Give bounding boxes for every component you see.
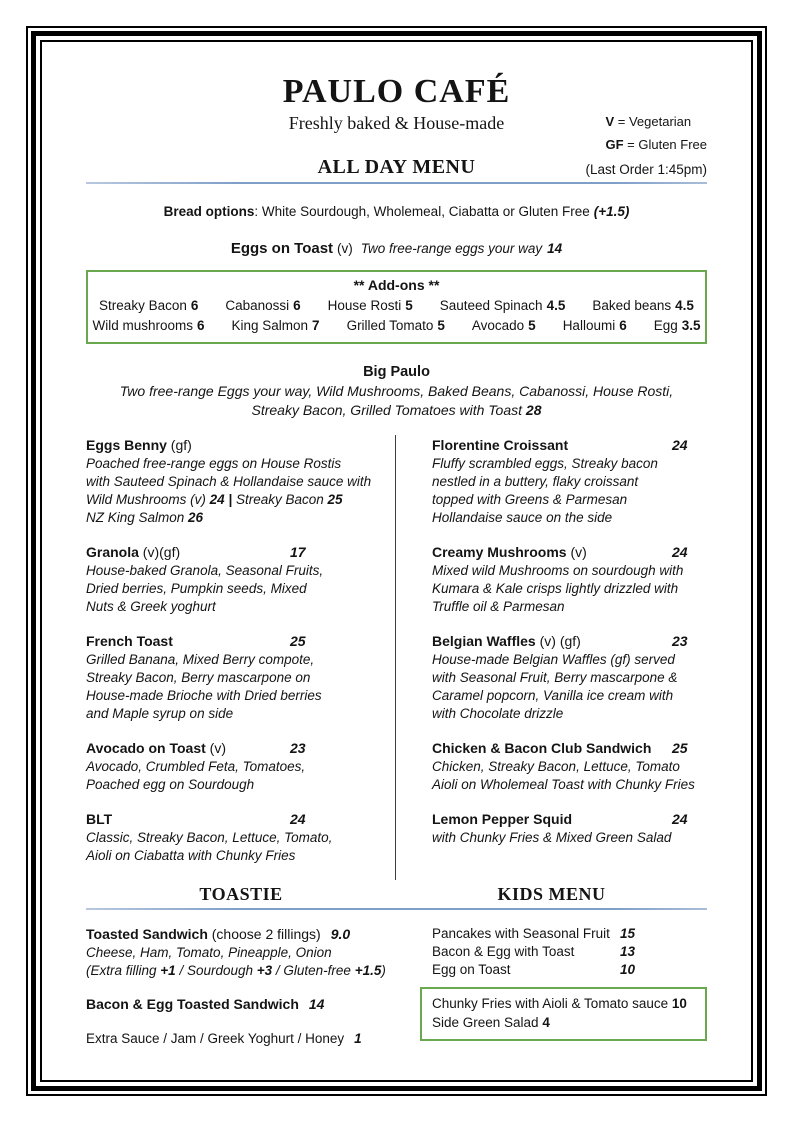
diet-legend-line: V = Vegetarian (605, 114, 692, 129)
addon-item (347, 318, 445, 333)
extras-line (86, 1031, 432, 1046)
menu-item-description-line: Mixed wild Mushrooms on sourdough with (432, 563, 684, 578)
eggs-on-toast-tag: (v) (337, 241, 353, 256)
menu-item-tag: (v)(gf) (138, 544, 181, 560)
addon-item (99, 298, 198, 313)
cafe-title: PAULO CAFÉ (282, 73, 511, 110)
menu-item-description-line: Truffle oil & Parmesan (432, 599, 565, 614)
menu-item-tag: (v) (205, 740, 227, 756)
menu-item-price: 25 (672, 740, 688, 756)
menu-item-description-line: and Maple syrup on side (86, 706, 234, 721)
kids-item-price: 13 (620, 944, 636, 959)
addon-item (328, 298, 413, 313)
menu-item-description-line: Poached egg on Sourdough (86, 777, 255, 792)
addon-item (563, 318, 627, 333)
addon-item (225, 298, 300, 313)
addon-name: Grilled Tomato (346, 318, 434, 333)
header-divider-rule (86, 182, 707, 184)
menu-item-description-line: nestled in a buttery, flaky croissant (432, 474, 639, 489)
menu-item (86, 435, 395, 527)
kids-item-price: 10 (620, 962, 636, 977)
menu-item (432, 542, 707, 616)
toasted-sandwich-price: 9.0 (330, 926, 351, 942)
addons-title: ** Add-ons ** (353, 277, 440, 293)
menu-column-right (396, 435, 707, 880)
bottom-section-headings (86, 884, 707, 905)
bottom-columns (86, 925, 707, 1046)
bottom-divider-rule (86, 908, 707, 910)
menu-item-header (432, 435, 707, 455)
big-paulo-description-line: Streaky Bacon, Grilled Tomatoes with Toast 28 (251, 402, 542, 418)
menu-item-name: Chicken & Bacon Club Sandwich (432, 740, 652, 756)
menu-item-header (432, 809, 707, 829)
menu-item-header (86, 738, 395, 758)
toastie-column (86, 925, 432, 1046)
menu-item-description-line: topped with Greens & Parmesan (432, 492, 628, 507)
menu-item-tag: (gf) (166, 437, 192, 453)
addon-price: 5 (437, 318, 445, 333)
bacon-egg-toasted-sandwich-name: Bacon & Egg Toasted Sandwich (86, 996, 299, 1012)
kids-menu-row (432, 925, 707, 943)
addon-price: 6 (196, 318, 205, 333)
menu-item-name: Granola (86, 544, 139, 560)
menu-item-header (432, 738, 707, 758)
bread-options-line (86, 204, 707, 219)
menu-item-description-line: with Seasonal Fruit, Berry mascarpone & (432, 670, 678, 685)
toasted-sandwich-name: Toasted Sandwich (86, 926, 208, 942)
extras-text: Extra Sauce / Jam / Greek Yoghurt / Honey (86, 1031, 345, 1046)
menu-columns (86, 435, 707, 880)
menu-item (432, 631, 707, 723)
menu-item-description-line: Dried berries, Pumpkin seeds, Mixed (86, 581, 307, 596)
page-frame-outer (26, 26, 767, 1096)
menu-item-name: Belgian Waffles (432, 633, 536, 649)
menu-item-description-line: with Sauteed Spinach & Hollandaise sauce with (86, 474, 372, 489)
menu-item-header (86, 542, 395, 562)
menu-item-description-line: Kumara & Kale crisps lightly drizzled with (432, 581, 679, 596)
menu-item (432, 809, 707, 847)
addon-price: 6 (190, 298, 199, 313)
menu-item-description-line: Hollandaise sauce on the side (432, 510, 613, 525)
menu-column-left (86, 435, 395, 880)
addon-name: Sauteed Spinach (439, 298, 543, 313)
diet-legend-line: GF = Gluten Free (605, 137, 707, 152)
menu-item (432, 738, 707, 794)
addon-price: 7 (312, 318, 320, 333)
kids-item-name: Pancakes with Seasonal Fruit (432, 926, 610, 941)
menu-item-header (432, 542, 707, 562)
big-paulo-item (86, 364, 707, 420)
menu-item-name: Avocado on Toast (86, 740, 206, 756)
addon-price: 4.5 (675, 298, 694, 313)
menu-item-name: French Toast (86, 633, 173, 649)
addon-name: Cabanossi (225, 298, 290, 313)
menu-item-header (86, 631, 395, 651)
menu-item-price: 24 (672, 544, 688, 560)
menu-item-description-line: Nuts & Greek yoghurt (86, 599, 216, 614)
menu-item-description-line: Aioli on Wholemeal Toast with Chunky Fries (432, 777, 695, 792)
kids-menu-column (432, 925, 707, 1046)
menu-item-description-line: Avocado, Crumbled Feta, Tomatoes, (86, 759, 306, 774)
all-day-menu-row (86, 156, 707, 179)
addon-price: 4.5 (546, 298, 566, 313)
addon-name: Egg (653, 318, 678, 333)
kids-sides-line: Chunky Fries with Aioli & Tomato sauce 10 (432, 996, 687, 1011)
toastie-heading: TOASTIE (199, 884, 283, 904)
addon-name: House Rosti (327, 298, 402, 313)
bacon-egg-toasted-sandwich-price: 14 (308, 996, 325, 1012)
eggs-on-toast-name: Eggs on Toast (230, 240, 334, 257)
menu-item-description-line: Caramel popcorn, Vanilla ice cream with (432, 688, 674, 703)
menu-item-header (86, 809, 395, 829)
all-day-menu-title: ALL DAY MENU (317, 156, 476, 178)
menu-item-description-line: with Chocolate drizzle (432, 706, 564, 721)
addon-name: Halloumi (562, 318, 616, 333)
menu-item-header (432, 631, 707, 651)
menu-item-price: 24 (290, 811, 306, 827)
menu-item-name: Creamy Mushrooms (432, 544, 567, 560)
kids-menu-row (432, 961, 707, 979)
bread-options-surcharge: (+1.5) (593, 204, 630, 219)
menu-item-name: Lemon Pepper Squid (432, 811, 573, 827)
diet-legend (605, 110, 707, 156)
addon-name: King Salmon (231, 318, 309, 333)
toasted-sandwich-description-line: Cheese, Ham, Tomato, Pineapple, Onion (86, 945, 332, 960)
menu-item-description-line: NZ King Salmon 26 (86, 510, 204, 525)
big-paulo-description-line: Two free-range Eggs your way, Wild Mushrooms, Baked Beans, Cabanossi, House Rosti, (119, 383, 674, 399)
menu-item-tag: (v) (gf) (535, 633, 581, 649)
addon-item (440, 298, 566, 313)
kids-item-price: 15 (620, 926, 636, 941)
kids-sides-line: Side Green Salad 4 (432, 1015, 550, 1030)
menu-item-description-line: House-baked Granola, Seasonal Fruits, (86, 563, 324, 578)
cafe-subtitle: Freshly baked & House-made (288, 113, 505, 133)
menu-item-description-line: Wild Mushrooms (v) 24 | Streaky Bacon 25 (86, 492, 343, 507)
addon-item (654, 318, 701, 333)
menu-item (432, 435, 707, 527)
page-frame-inner (40, 40, 753, 1082)
last-order-note: (Last Order 1:45pm) (585, 162, 707, 177)
addon-name: Baked beans (592, 298, 672, 313)
bread-options-label: Bread options (163, 204, 255, 219)
addon-price: 6 (293, 298, 301, 313)
toasted-sandwich-header (86, 925, 432, 944)
eggs-on-toast-price: 14 (547, 241, 563, 256)
addon-item (472, 318, 536, 333)
kids-menu-heading: KIDS MENU (497, 884, 606, 904)
menu-item-description-line: Classic, Streaky Bacon, Lettuce, Tomato, (86, 830, 333, 845)
kids-sides-box (420, 987, 707, 1041)
kids-menu-row (432, 943, 707, 961)
menu-item-description-line: House-made Belgian Waffles (gf) served (432, 652, 675, 667)
extras-price: 1 (354, 1031, 362, 1046)
menu-header (86, 54, 707, 184)
addon-price: 5 (528, 318, 536, 333)
menu-item-description-line: Poached free-range eggs on House Rostis (86, 456, 342, 471)
page-frame-middle (31, 31, 762, 1091)
bacon-egg-toasted-sandwich (86, 996, 432, 1012)
menu-item-tag: (v) (566, 544, 587, 560)
addon-item (92, 318, 204, 333)
bread-options-text: : White Sourdough, Wholemeal, Ciabatta or Gluten Free (254, 204, 590, 219)
menu-item (86, 738, 395, 794)
big-paulo-name: Big Paulo (363, 364, 430, 380)
menu-item-description-line: Grilled Banana, Mixed Berry compote, (86, 652, 315, 667)
menu-item (86, 631, 395, 723)
addons-row (96, 298, 697, 313)
addon-name: Streaky Bacon (99, 298, 187, 313)
menu-item-price: 23 (672, 633, 688, 649)
addon-price: 5 (405, 298, 413, 313)
addon-item (232, 318, 320, 333)
menu-item-price: 23 (290, 740, 306, 756)
addon-price: 3.5 (681, 318, 701, 333)
menu-item-name: Eggs Benny (86, 437, 167, 453)
menu-item-description-line: Chicken, Streaky Bacon, Lettuce, Tomato (432, 759, 680, 774)
menu-item (86, 809, 395, 865)
menu-item-description-line: Aioli on Ciabatta with Chunky Fries (86, 848, 296, 863)
menu-item-description-line: Fluffy scrambled eggs, Streaky bacon (432, 456, 658, 471)
toasted-sandwich-note: (choose 2 fillings) (207, 926, 321, 942)
toasted-sandwich-description-line: (Extra filling +1 / Sourdough +3 / Gluten-free +1.5) (86, 963, 386, 978)
menu-item-description-line: House-made Brioche with Dried berries (86, 688, 322, 703)
menu-item-price: 25 (290, 633, 306, 649)
menu-item (86, 542, 395, 616)
menu-item-price: 17 (290, 544, 306, 560)
menu-item-name: BLT (86, 811, 113, 827)
eggs-on-toast-line (86, 240, 707, 257)
menu-item-price: 24 (672, 811, 688, 827)
addon-name: Wild mushrooms (92, 318, 193, 333)
menu-item-price: 24 (672, 437, 688, 453)
addons-row (92, 318, 701, 333)
kids-item-name: Egg on Toast (432, 962, 511, 977)
menu-item-header (86, 435, 395, 455)
menu-item-name: Florentine Croissant (432, 437, 569, 453)
menu-item-description-line: with Chunky Fries & Mixed Green Salad (432, 830, 672, 845)
menu-item-description-line: Streaky Bacon, Berry mascarpone on (86, 670, 311, 685)
addon-item (592, 298, 694, 313)
kids-item-name: Bacon & Egg with Toast (432, 944, 575, 959)
eggs-on-toast-description: Two free-range eggs your way (360, 241, 543, 256)
addon-name: Avocado (471, 318, 525, 333)
addons-box (86, 270, 707, 344)
addon-price: 6 (619, 318, 627, 333)
